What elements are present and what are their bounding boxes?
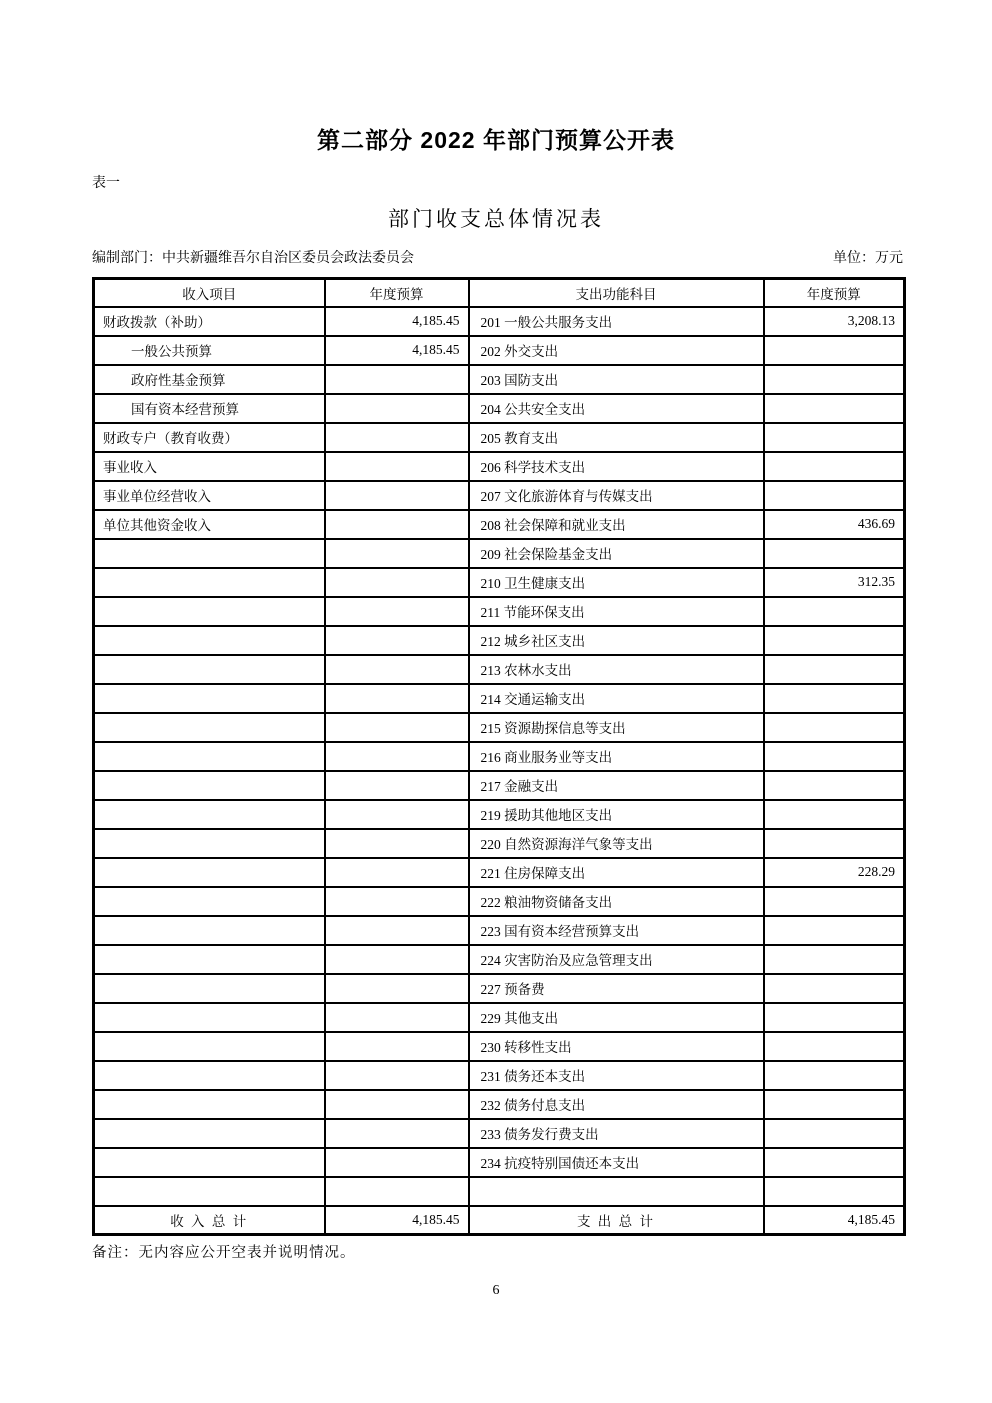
table-row (94, 771, 905, 800)
income-item-cell (94, 974, 325, 1003)
income-budget-cell (325, 1032, 469, 1061)
table-row (94, 452, 905, 481)
expense-item-cell: 215 资源勘探信息等支出 (469, 713, 764, 742)
expense-item-cell: 206 科学技术支出 (469, 452, 764, 481)
table-row (94, 394, 905, 423)
expense-budget-cell (764, 887, 905, 916)
expense-budget-cell (764, 481, 905, 510)
table-row (94, 1148, 905, 1177)
income-budget-cell (325, 684, 469, 713)
expense-item-cell: 213 农林水支出 (469, 655, 764, 684)
income-budget-cell (325, 568, 469, 597)
expense-budget-cell (764, 1032, 905, 1061)
table-row (94, 597, 905, 626)
expense-item-cell: 232 债务付息支出 (469, 1090, 764, 1119)
expense-budget-cell (764, 365, 905, 394)
expense-item-cell: 208 社会保障和就业支出 (469, 510, 764, 539)
expense-budget-cell (764, 742, 905, 771)
table-row (94, 684, 905, 713)
expense-budget-cell (764, 771, 905, 800)
table-row (94, 510, 905, 539)
income-budget-cell (325, 626, 469, 655)
expense-item-cell (469, 1177, 764, 1206)
table-row (94, 1119, 905, 1148)
expense-budget-cell (764, 713, 905, 742)
expense-budget-cell (764, 684, 905, 713)
table-row (94, 307, 905, 336)
income-budget-cell (325, 539, 469, 568)
income-item-cell (94, 597, 325, 626)
income-item-cell (94, 1177, 325, 1206)
income-item-cell (94, 916, 325, 945)
income-item-cell (94, 1119, 325, 1148)
income-item-cell (94, 945, 325, 974)
income-budget-cell (325, 887, 469, 916)
table-label: 表一 (92, 176, 120, 191)
income-budget-cell (325, 655, 469, 684)
expense-item-cell: 204 公共安全支出 (469, 394, 764, 423)
expense-item-cell: 201 一般公共服务支出 (469, 307, 764, 336)
expense-budget-cell (764, 945, 905, 974)
expense-budget-cell (764, 829, 905, 858)
income-item-cell (94, 684, 325, 713)
income-item-cell (94, 1032, 325, 1061)
income-item-cell (94, 858, 325, 887)
income-item-cell (94, 771, 325, 800)
table-row (94, 945, 905, 974)
income-budget-cell (325, 394, 469, 423)
table-row (94, 713, 905, 742)
expense-budget-cell (764, 626, 905, 655)
income-item-cell: 财政专户（教育收费） (94, 423, 325, 452)
income-budget-cell (325, 1119, 469, 1148)
income-budget-cell (325, 858, 469, 887)
income-item-cell (94, 539, 325, 568)
expense-budget-cell (764, 1177, 905, 1206)
income-budget-cell (325, 974, 469, 1003)
table-row (94, 800, 905, 829)
income-item-cell: 事业收入 (94, 452, 325, 481)
expense-item-cell: 212 城乡社区支出 (469, 626, 764, 655)
income-total-label: 收 入 总 计 (94, 1206, 325, 1235)
table-row (94, 365, 905, 394)
column-header-expense-budget: 年度预算 (764, 279, 905, 307)
income-item-cell (94, 1090, 325, 1119)
table-row (94, 1177, 905, 1206)
income-budget-cell (325, 1148, 469, 1177)
note-line: 备注：无内容应公开空表并说明情况。 (92, 1245, 356, 1261)
expense-item-cell: 217 金融支出 (469, 771, 764, 800)
budget-table-body (94, 307, 905, 1206)
income-item-cell (94, 742, 325, 771)
table-row (94, 423, 905, 452)
expense-budget-cell (764, 336, 905, 365)
income-budget-cell (325, 481, 469, 510)
expense-budget-cell: 312.35 (764, 568, 905, 597)
income-budget-cell (325, 800, 469, 829)
income-item-cell (94, 887, 325, 916)
income-budget-cell (325, 510, 469, 539)
expense-budget-cell (764, 597, 905, 626)
income-item-cell: 事业单位经营收入 (94, 481, 325, 510)
expense-budget-cell: 228.29 (764, 858, 905, 887)
table-row (94, 655, 905, 684)
table-row (94, 916, 905, 945)
budget-table (92, 277, 906, 1236)
expense-total-label: 支 出 总 计 (469, 1206, 764, 1235)
expense-item-cell: 202 外交支出 (469, 336, 764, 365)
meta-row (92, 247, 903, 267)
expense-budget-cell (764, 539, 905, 568)
income-budget-cell (325, 365, 469, 394)
income-budget-cell (325, 1177, 469, 1206)
expense-budget-cell: 436.69 (764, 510, 905, 539)
expense-budget-cell (764, 452, 905, 481)
table-row (94, 1090, 905, 1119)
table-row (94, 1032, 905, 1061)
income-budget-cell (325, 771, 469, 800)
expense-budget-cell (764, 974, 905, 1003)
income-item-cell: 财政拨款（补助） (94, 307, 325, 336)
expense-item-cell: 230 转移性支出 (469, 1032, 764, 1061)
expense-item-cell: 222 粮油物资储备支出 (469, 887, 764, 916)
expense-budget-cell (764, 1003, 905, 1032)
column-header-income: 收入项目 (94, 279, 325, 307)
document-title: 第二部分 2022 年部门预算公开表 (317, 127, 675, 153)
expense-item-cell: 233 债务发行费支出 (469, 1119, 764, 1148)
income-item-cell (94, 1061, 325, 1090)
income-budget-cell (325, 916, 469, 945)
expense-item-cell: 234 抗疫特别国债还本支出 (469, 1148, 764, 1177)
table-row (94, 742, 905, 771)
expense-item-cell: 229 其他支出 (469, 1003, 764, 1032)
income-total-value: 4,185.45 (325, 1206, 469, 1235)
income-budget-cell (325, 1090, 469, 1119)
department-line: 编制部门：中共新疆维吾尔自治区委员会政法委员会 (92, 251, 414, 266)
expense-total-value: 4,185.45 (764, 1206, 905, 1235)
expense-budget-cell (764, 1119, 905, 1148)
expense-budget-cell: 3,208.13 (764, 307, 905, 336)
expense-item-cell: 210 卫生健康支出 (469, 568, 764, 597)
expense-item-cell: 214 交通运输支出 (469, 684, 764, 713)
income-item-cell (94, 1003, 325, 1032)
expense-budget-cell (764, 1148, 905, 1177)
expense-budget-cell (764, 1061, 905, 1090)
table-row (94, 974, 905, 1003)
table-row (94, 481, 905, 510)
table-row (94, 539, 905, 568)
table-row (94, 1003, 905, 1032)
expense-item-cell: 227 预备费 (469, 974, 764, 1003)
expense-item-cell: 223 国有资本经营预算支出 (469, 916, 764, 945)
income-budget-cell: 4,185.45 (325, 307, 469, 336)
expense-budget-cell (764, 916, 905, 945)
column-header-income-budget: 年度预算 (325, 279, 469, 307)
expense-item-cell: 221 住房保障支出 (469, 858, 764, 887)
table-row (94, 336, 905, 365)
table-row (94, 1061, 905, 1090)
expense-item-cell: 216 商业服务业等支出 (469, 742, 764, 771)
expense-item-cell: 205 教育支出 (469, 423, 764, 452)
expense-item-cell: 207 文化旅游体育与传媒支出 (469, 481, 764, 510)
expense-budget-cell (764, 423, 905, 452)
expense-budget-cell (764, 394, 905, 423)
unit-line: 单位：万元 (833, 251, 903, 266)
expense-budget-cell (764, 1090, 905, 1119)
income-item-cell: 政府性基金预算 (94, 365, 325, 394)
income-item-cell (94, 829, 325, 858)
expense-item-cell: 220 自然资源海洋气象等支出 (469, 829, 764, 858)
income-budget-cell (325, 713, 469, 742)
expense-budget-cell (764, 655, 905, 684)
table-row (94, 568, 905, 597)
table-title: 部门收支总体情况表 (388, 207, 604, 231)
expense-item-cell: 224 灾害防治及应急管理支出 (469, 945, 764, 974)
column-header-expense: 支出功能科目 (469, 279, 764, 307)
income-budget-cell (325, 829, 469, 858)
table-row (94, 858, 905, 887)
expense-item-cell: 219 援助其他地区支出 (469, 800, 764, 829)
income-item-cell (94, 713, 325, 742)
income-budget-cell (325, 423, 469, 452)
income-item-cell (94, 1148, 325, 1177)
income-budget-cell (325, 597, 469, 626)
expense-item-cell: 203 国防支出 (469, 365, 764, 394)
income-item-cell (94, 568, 325, 597)
income-item-cell: 国有资本经营预算 (94, 394, 325, 423)
income-item-cell: 单位其他资金收入 (94, 510, 325, 539)
income-item-cell (94, 626, 325, 655)
income-budget-cell: 4,185.45 (325, 336, 469, 365)
table-row (94, 829, 905, 858)
income-budget-cell (325, 945, 469, 974)
income-budget-cell (325, 452, 469, 481)
header-row (94, 279, 905, 307)
page-number: 6 (492, 1283, 500, 1298)
table-row (94, 626, 905, 655)
expense-budget-cell (764, 800, 905, 829)
income-item-cell (94, 655, 325, 684)
expense-item-cell: 231 债务还本支出 (469, 1061, 764, 1090)
income-budget-cell (325, 1003, 469, 1032)
income-budget-cell (325, 1061, 469, 1090)
income-item-cell: 一般公共预算 (94, 336, 325, 365)
table-row (94, 887, 905, 916)
total-row (94, 1206, 905, 1235)
income-budget-cell (325, 742, 469, 771)
expense-item-cell: 211 节能环保支出 (469, 597, 764, 626)
income-item-cell (94, 800, 325, 829)
expense-item-cell: 209 社会保险基金支出 (469, 539, 764, 568)
